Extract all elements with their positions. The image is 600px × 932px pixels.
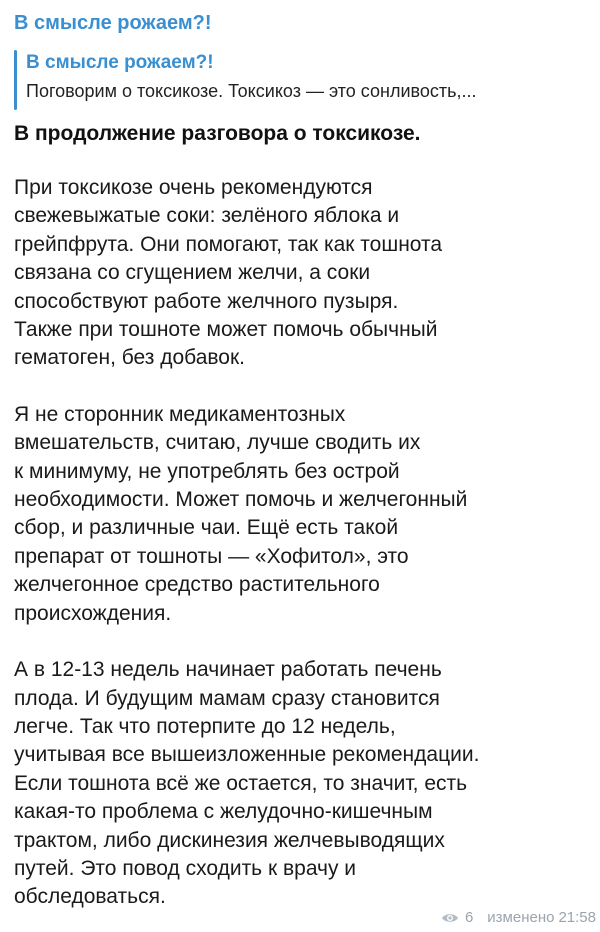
paragraph-line: легче. Так что потерпите до 12 недель, bbox=[14, 714, 396, 738]
paragraph-line: происхождения. bbox=[14, 601, 172, 625]
paragraph-line: обследоваться. bbox=[14, 885, 166, 909]
paragraph-line: способствуют работе желчного пузыря. bbox=[14, 289, 399, 313]
paragraph-line: При токсикозе очень рекомендуются bbox=[14, 176, 373, 199]
paragraph-line: связана со сгущением желчи, а соки bbox=[14, 261, 371, 285]
paragraph-line: желчегонное средство растительного bbox=[14, 573, 380, 597]
paragraph-line: Если тошнота всё же остается, то значит, есть bbox=[14, 771, 468, 795]
reply-quote[interactable] bbox=[14, 50, 586, 110]
post-paragraph bbox=[14, 656, 586, 912]
views-count: 6 bbox=[464, 909, 474, 926]
paragraph-line: какая-то проблема с желудочно-кишечным bbox=[14, 800, 433, 824]
message-time: 21:58 bbox=[558, 909, 596, 926]
post-paragraph bbox=[14, 174, 586, 373]
paragraph-line: свежевыжатые соки: зелёного яблока и bbox=[14, 204, 400, 228]
paragraph-line: А в 12-13 недель начинает работать печень bbox=[14, 658, 442, 682]
paragraph-line: Также при тошноте может помочь обычный bbox=[14, 318, 438, 342]
paragraph-line: сбор, и различные чаи. Ещё есть такой bbox=[14, 516, 399, 540]
reply-preview: Поговорим о токсикозе. Токсикоз — это сонливость,... bbox=[26, 81, 477, 101]
message-meta bbox=[441, 909, 596, 926]
reply-body bbox=[26, 50, 586, 110]
edited-label: изменено bbox=[487, 909, 555, 926]
post-heading: В продолжение разговора о токсикозе. bbox=[14, 122, 421, 145]
paragraph-line: учитывая все вышеизложенные рекомендации. bbox=[14, 743, 480, 767]
post-paragraph bbox=[14, 401, 586, 628]
eye-icon bbox=[441, 912, 459, 924]
reply-accent-bar bbox=[14, 50, 17, 110]
paragraph-line: Я не сторонник медикаментозных bbox=[14, 402, 346, 426]
paragraph-line: плода. И будущим мамам сразу становится bbox=[14, 686, 440, 710]
paragraph-line: необходимости. Может помочь и желчегонный bbox=[14, 488, 468, 512]
paragraph-line: путей. Это повод сходить к врачу и bbox=[14, 856, 357, 880]
paragraph-line: трактом, либо дискинезия желчевыводящих bbox=[14, 828, 445, 852]
reply-title: В смысле рожаем?! bbox=[26, 52, 214, 73]
paragraph-line: гематоген, без добавок. bbox=[14, 346, 245, 370]
paragraph-line: к минимуму, не употреблять без острой bbox=[14, 459, 400, 483]
channel-name[interactable]: В смысле рожаем?! bbox=[14, 12, 212, 34]
paragraph-line: грейпфрута. Они помогают, так как тошнота bbox=[14, 232, 443, 256]
post-body bbox=[14, 174, 586, 912]
paragraph-line: препарат от тошноты — «Хофитол», это bbox=[14, 544, 409, 568]
paragraph-line: вмешательств, считаю, лучше сводить их bbox=[14, 431, 421, 455]
